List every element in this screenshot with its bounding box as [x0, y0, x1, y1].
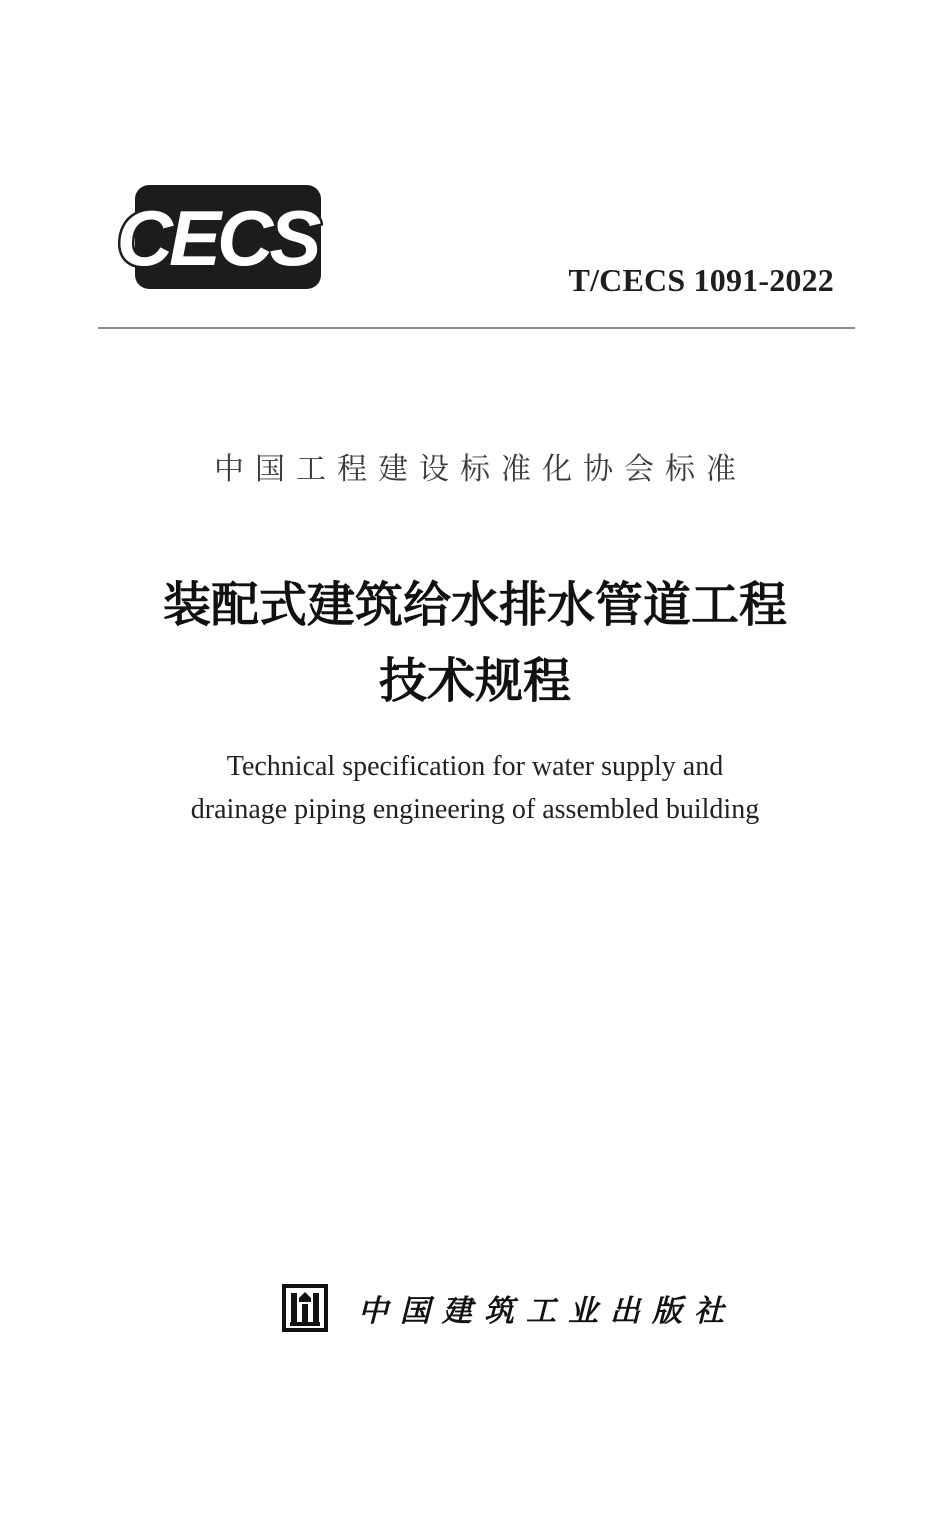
header-divider: [98, 327, 855, 329]
publisher-name: 中国建筑工业出版社: [358, 1294, 736, 1329]
publisher-emblem-icon: [282, 1284, 328, 1332]
issuing-organization: 中国工程建设标准化协会标准: [214, 452, 747, 487]
title-chinese-line-2: 技术规程: [378, 653, 571, 709]
logo-text: CECS: [116, 194, 318, 282]
standard-code: T/CECS 1091-2022: [568, 262, 834, 298]
title-english-line-1: Technical specification for water supply and: [226, 751, 724, 782]
publisher-block: [282, 1283, 736, 1333]
title-english-line-2: drainage piping engineering of assembled building: [190, 794, 760, 825]
title-chinese-line-1: 装配式建筑给水排水管道工程: [162, 577, 787, 633]
cecs-logo: [113, 183, 323, 293]
